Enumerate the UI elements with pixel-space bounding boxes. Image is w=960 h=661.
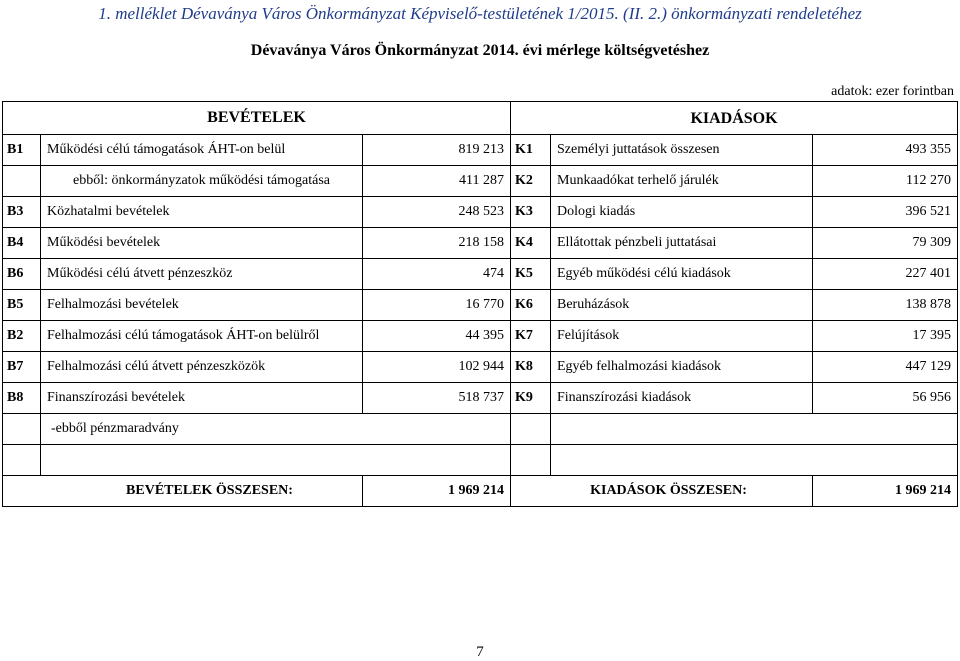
page-number: 7 [476, 644, 484, 660]
revenue-label: Finanszírozási bevételek [41, 383, 363, 414]
revenue-header: BEVÉTELEK [3, 102, 511, 135]
blank-row [3, 445, 958, 476]
table-row [3, 166, 958, 197]
expense-code: K4 [511, 228, 551, 259]
revenue-label: Működési célú átvett pénzeszköz [41, 259, 363, 290]
revenue-code: B8 [3, 383, 41, 414]
expense-label: Egyéb felhalmozási kiadások [551, 352, 813, 383]
expense-label: Finanszírozási kiadások [551, 383, 813, 414]
revenue-amount: 44 395 [363, 321, 511, 352]
revenue-code: B7 [3, 352, 41, 383]
table-row [3, 135, 958, 166]
revenue-code: B5 [3, 290, 41, 321]
blank-cell [551, 445, 958, 476]
revenue-amount: 474 [363, 259, 511, 290]
revenue-amount: 102 944 [363, 352, 511, 383]
revenue-amount: 16 770 [363, 290, 511, 321]
total-expense-label: KIADÁSOK ÖSSZESEN: [511, 476, 813, 507]
table-row [3, 352, 958, 383]
sub-row-exp-code [511, 414, 551, 445]
expense-header: KIADÁSOK [511, 102, 958, 135]
revenue-amount: 248 523 [363, 197, 511, 228]
sub-row-label: -ebből pénzmaradvány [41, 414, 511, 445]
expense-amount: 79 309 [813, 228, 958, 259]
expense-amount: 56 956 [813, 383, 958, 414]
total-revenue-label: BEVÉTELEK ÖSSZESEN: [3, 476, 363, 507]
revenue-amount: 411 287 [363, 166, 511, 197]
revenue-label: Felhalmozási bevételek [41, 290, 363, 321]
sub-row-code [3, 414, 41, 445]
table-row [3, 321, 958, 352]
expense-label: Ellátottak pénzbeli juttatásai [551, 228, 813, 259]
expense-amount: 112 270 [813, 166, 958, 197]
expense-amount: 493 355 [813, 135, 958, 166]
sub-row [3, 414, 958, 445]
expense-code: K9 [511, 383, 551, 414]
expense-code: K1 [511, 135, 551, 166]
expense-amount: 227 401 [813, 259, 958, 290]
total-revenue-amount: 1 969 214 [363, 476, 511, 507]
revenue-code: B4 [3, 228, 41, 259]
total-row [3, 476, 958, 507]
table-row [3, 290, 958, 321]
table-row [3, 228, 958, 259]
total-expense-amount: 1 969 214 [813, 476, 958, 507]
table-header-row [3, 102, 958, 135]
blank-cell [41, 445, 511, 476]
blank-cell [511, 445, 551, 476]
expense-label: Munkaadókat terhelő járulék [551, 166, 813, 197]
revenue-code: B3 [3, 197, 41, 228]
expense-code: K2 [511, 166, 551, 197]
revenue-label: Működési bevételek [41, 228, 363, 259]
page-title: Dévaványa Város Önkormányzat 2014. évi mérlege költségvetéshez [250, 42, 710, 59]
expense-amount: 17 395 [813, 321, 958, 352]
revenue-label: Működési célú támogatások ÁHT-on belül [41, 135, 363, 166]
revenue-amount: 819 213 [363, 135, 511, 166]
expense-code: K5 [511, 259, 551, 290]
revenue-code: B6 [3, 259, 41, 290]
table-row [3, 259, 958, 290]
revenue-amount: 518 737 [363, 383, 511, 414]
revenue-label: ebből: önkormányzatok működési támogatása [41, 166, 363, 197]
revenue-code: B1 [3, 135, 41, 166]
expense-label: Személyi juttatások összesen [551, 135, 813, 166]
revenue-code [3, 166, 41, 197]
expense-code: K7 [511, 321, 551, 352]
expense-label: Felújítások [551, 321, 813, 352]
expense-code: K6 [511, 290, 551, 321]
expense-code: K3 [511, 197, 551, 228]
blank-cell [3, 445, 41, 476]
expense-label: Dologi kiadás [551, 197, 813, 228]
table-row [3, 383, 958, 414]
balance-table [2, 101, 958, 507]
expense-label: Beruházások [551, 290, 813, 321]
revenue-label: Felhalmozási célú átvett pénzeszközök [41, 352, 363, 383]
sub-row-exp-empty [551, 414, 958, 445]
expense-amount: 396 521 [813, 197, 958, 228]
revenue-amount: 218 158 [363, 228, 511, 259]
unit-note: adatok: ezer forintban [831, 84, 954, 99]
document-header-title: 1. melléklet Dévaványa Város Önkormányzat Képviselő-testületének 1/2015. (II. 2.) önkormányzati rendeletéhez [98, 4, 862, 23]
revenue-code: B2 [3, 321, 41, 352]
revenue-label: Felhalmozási célú támogatások ÁHT-on belülről [41, 321, 363, 352]
table-row [3, 197, 958, 228]
expense-amount: 447 129 [813, 352, 958, 383]
table-body [3, 135, 958, 414]
expense-amount: 138 878 [813, 290, 958, 321]
expense-code: K8 [511, 352, 551, 383]
revenue-label: Közhatalmi bevételek [41, 197, 363, 228]
expense-label: Egyéb működési célú kiadások [551, 259, 813, 290]
